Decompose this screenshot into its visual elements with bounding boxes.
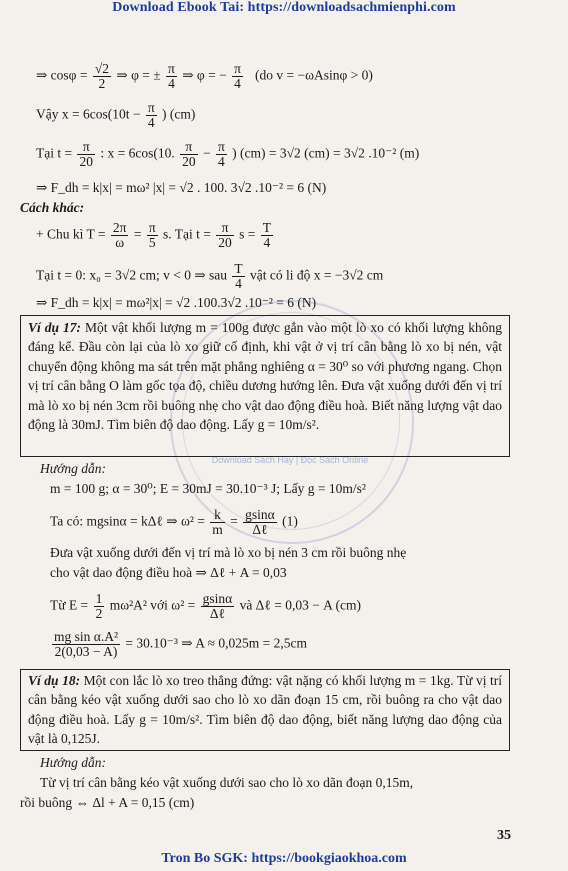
header-link[interactable]: Download Ebook Tai: https://downloadsachmienphi.com [112,0,456,15]
eq-x-at-t: Tại t = $\frac{\pi}{20}$ : x = 6cos(10. $\frac{\pi}{20}$ − $\frac{\pi}{4}$ ) (cm) = 3√2 (cm) = 3√2 .10⁻² (m) [36,139,420,169]
solution-text-1: Từ vị trí cân bằng kéo vật xuống dưới sao cho lò xo dãn đoạn 0,15m, [40,775,414,790]
step-text-2: cho vật dao động điều hoà ⇒ Δℓ + A = 0,03 [50,565,287,580]
guide-heading-1: Hướng dẫn: [40,461,106,476]
eq-initial: Tại t = 0: x₀ = 3√2 cm; v < 0 ⇒ sau $\frac{T}{4}$ vật có li độ x = −3√2 cm [36,261,384,291]
example-18-text: Ví dụ 18: Một con lắc lò xo treo thẳng đứng: vật nặng có khối lượng m = 1kg. Từ vị trí cân bằng kéo vật xuống dưới sao cho lò xo dãn đoạn 15 cm, rồi buông ra cho vật dao động điều hoà. Lấy g = 10m/s². Tìm biên độ dao động, biết năng lượng dao động của vật là 0,125J. [28,673,502,747]
alt-method-heading: Cách khác: [20,200,85,215]
step-text-1: Đưa vật xuống dưới đến vị trí mà lò xo bị nén 3 cm rồi buông nhẹ [50,545,407,560]
watermark-text: Download Sách Hay | Đọc Sách Online [211,455,369,465]
eq-x-function: Vậy x = 6cos(10t − $\frac{\pi}{4}$ ) (cm) [36,100,196,130]
page-number: 35 [497,828,511,843]
solution-text-2: rồi buông ⇔ Δl + A = 0,15 (cm) [20,795,195,810]
eq-force: ⇒ F_dh = k|x| = mω² |x| = √2 . 100. 3√2 .10⁻² = 6 (N) [36,180,327,195]
eq-omega-squared: Ta có: mgsinα = kΔℓ ⇒ ω² = $\frac{k}{m}$ = $\frac{gsin\alpha}{\text{Δℓ}}$ (1) [50,507,298,537]
eq-cos-phi: ⇒ cosφ = $\frac{√2}{2}$ ⇒ φ = ± $\frac{\pi}{4}$ ⇒ φ = − $\frac{\pi}{4}$ (do v = −ωAsinφ > 0) [36,61,373,91]
given-values: m = 100 g; α = 30⁰; E = 30mJ = 30.10⁻³ J; Lấy g = 10m/s² [50,481,366,496]
guide-heading-2: Hướng dẫn: [40,755,106,770]
eq-energy: Từ E = $\frac{1}{2}$ mω²A² với ω² = $\frac{gsin\alpha}{\text{Δℓ}}$ và Δℓ = 0,03 − A (cm) [50,591,362,621]
example-17-text: Ví dụ 17: Một vật khối lượng m = 100g được gắn vào một lò xo có khối lượng không đáng kể. Đầu còn lại của lò xo giữ cố định, khi vật ở vị trí cân bằng lò xo bị nén, vật chuyển động không ma sát trên mặt phẳng nghiêng α = 30⁰ so với phương ngang. Chọn vị trí cân bằng O làm gốc tọa độ, chiều dương hướng lên. Đưa vật xuống dưới đến vị trí mà lò xo bị nén 3cm rồi buông nhẹ cho vật dao động điều hoà. Biết năng lượng vật dao động là 30mJ. Tìm biên độ dao động. Lấy g = 10m/s². [28,320,503,433]
eq-period: + Chu kì T = $\frac{2\pi}{\omega}$ = $\frac{\pi}{5}$ s. Tại t = $\frac{\pi}{20}$ s = $\frac{T}{4}$ [36,220,272,250]
footer-link[interactable]: Tron Bo SGK: https://bookgiaokhoa.com [161,851,407,866]
eq-amplitude-result: $\frac{\text{mg sin α.A²}}{2(0,03 - A)}$ = 30.10⁻³ ⇒ A ≈ 0,025m = 2,5cm [54,629,307,659]
eq-force-alt: ⇒ F_dh = k|x| = mω²|x| = √2 .100.3√2 .10⁻² = 6 (N) [36,295,317,310]
